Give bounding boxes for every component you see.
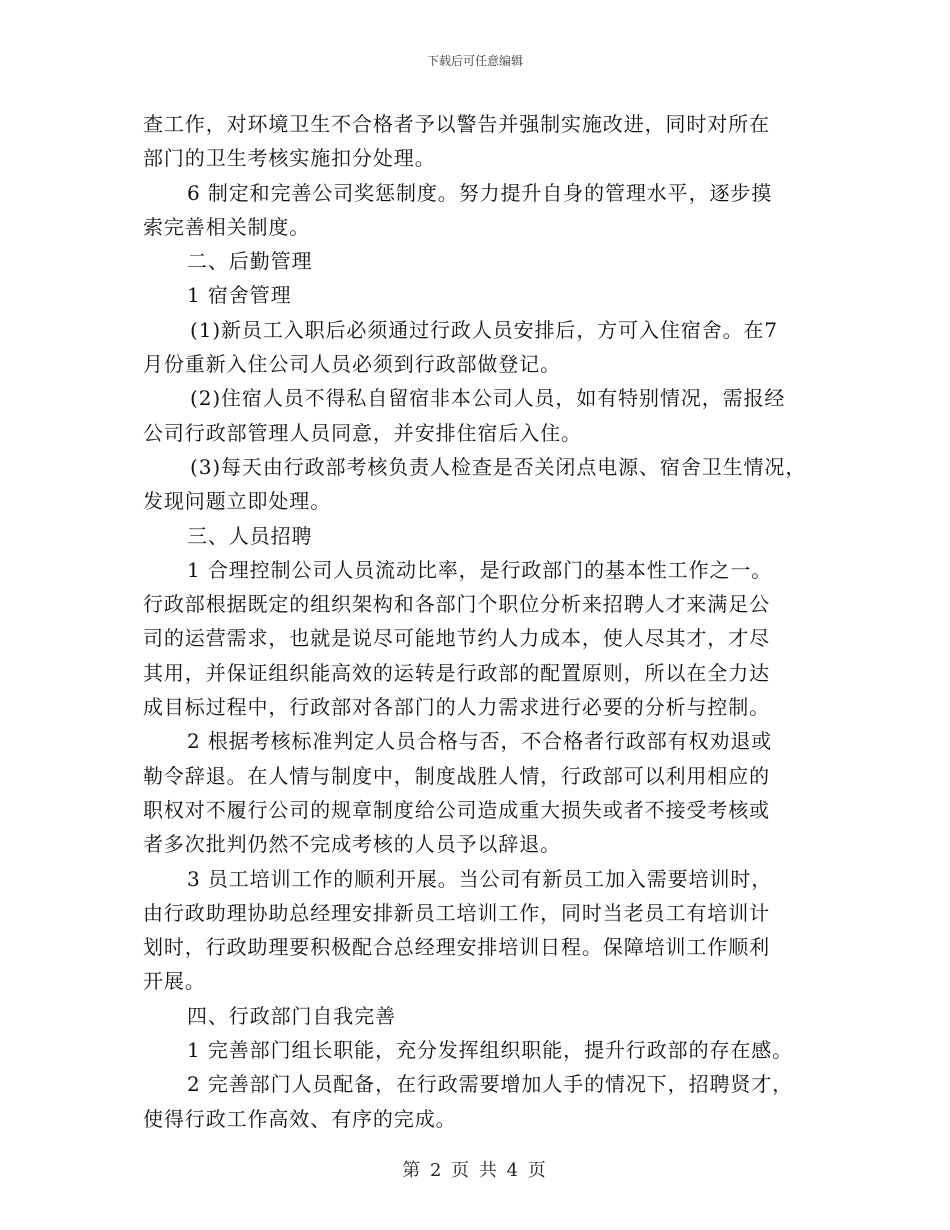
text-line: (1)新员工入职后必须通过行政人员安排后，方可入住宿舍。在7	[190, 317, 779, 342]
text-line: 2 完善部门人员配备，在行政需要增加人手的情况下，招聘贤才，	[187, 1072, 794, 1097]
text-line: 3 员工培训工作的顺利开展。当公司有新员工加入需要培训时，	[187, 866, 773, 891]
text-line: 1 完善部门组长职能，充分发挥组织职能，提升行政部的存在感。	[187, 1038, 794, 1063]
text-line: 司的运营需求，也就是说尽可能地节约人力成本，使人尽其才，才尽	[143, 626, 770, 651]
text-line: 行政部根据既定的组织架构和各部门个职位分析来招聘人才来满足公	[143, 592, 770, 617]
page-header: 下载后可任意编辑	[426, 54, 523, 68]
text-line: 开展。	[143, 969, 206, 994]
document-body	[143, 107, 823, 1136]
text-line: 索完善相关制度。	[143, 214, 311, 239]
text-line: 由行政助理协助总经理安排新员工培训工作，同时当老员工有培训计	[143, 900, 770, 925]
text-line: 6 制定和完善公司奖惩制度。努力提升自身的管理水平，逐步摸	[187, 180, 773, 205]
text-line: 勒令辞退。在人情与制度中，制度战胜人情，行政部可以利用相应的	[143, 763, 770, 788]
text-line: 1 合理控制公司人员流动比率，是行政部门的基本性工作之一。	[187, 557, 773, 582]
text-line: 月份重新入住公司人员必须到行政部做登记。	[143, 352, 561, 377]
text-line: 使得行政工作高效、有序的完成。	[143, 1106, 457, 1131]
section-heading: 四、行政部门自我完善	[187, 1003, 396, 1028]
text-line: (2)住宿人员不得私自留宿非本公司人员，如有特别情况，需报经	[190, 386, 786, 411]
section-heading: 二、后勤管理	[187, 249, 313, 274]
text-line: (3)每天由行政部考核负责人检查是否关闭点电源、宿舍卫生情况，	[190, 454, 807, 479]
text-line: 查工作，对环境卫生不合格者予以警告并强制实施改进，同时对所在	[143, 112, 770, 136]
text-line: 职权对不履行公司的规章制度给公司造成重大损失或者不接受考核或	[143, 797, 770, 822]
text-line: 部门的卫生考核实施扣分处理。	[143, 146, 436, 171]
text-line: 其用，并保证组织能高效的运转是行政部的配置原则，所以在全力达	[143, 660, 770, 685]
text-line: 2 根据考核标准判定人员合格与否，不合格者行政部有权劝退或	[187, 729, 773, 754]
text-line: 者多次批判仍然不完成考核的人员予以辞退。	[143, 832, 561, 857]
subsection-heading: 1 宿舍管理	[187, 283, 292, 308]
text-line: 划时，行政助理要积极配合总经理安排培训日程。保障培训工作顺利	[143, 935, 770, 960]
section-heading: 三、人员招聘	[187, 523, 313, 548]
text-line: 成目标过程中，行政部对各部门的人力需求进行必要的分析与控制。	[143, 695, 770, 720]
page-number: 第 2 页 共 4 页	[402, 1160, 548, 1181]
text-line: 公司行政部管理人员同意，并安排住宿后入住。	[143, 420, 582, 445]
text-line: 发现问题立即处理。	[143, 489, 332, 514]
